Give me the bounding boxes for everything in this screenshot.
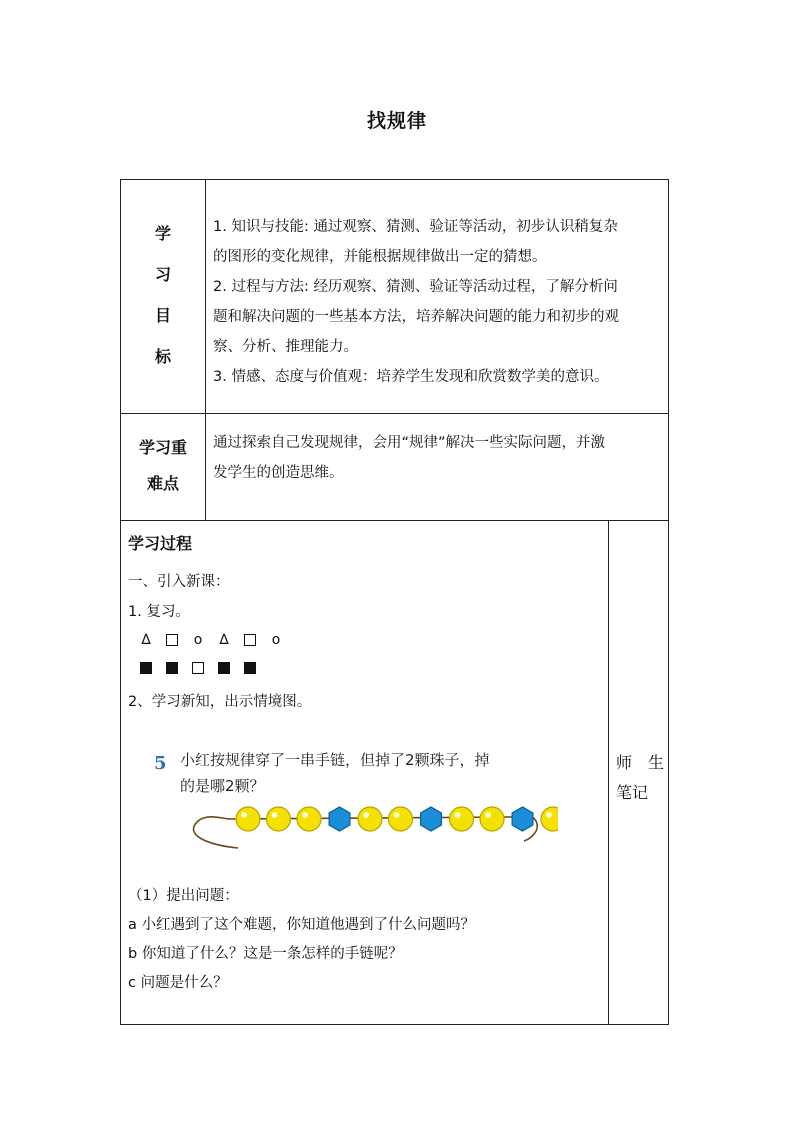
notes-label [616, 748, 664, 808]
intro-heading: 一、引入新课： [128, 574, 230, 590]
keypoint-line: 通过探索自己发现规律，会用“规律”解决一些实际问题，并激 [213, 435, 606, 451]
shape-row-2 [133, 660, 263, 676]
problem-number: 5 [154, 753, 167, 774]
circle-icon: o [271, 632, 281, 648]
filled-square-icon [133, 660, 159, 676]
objectives-text [213, 212, 663, 392]
review-heading: 1. 复习。 [128, 604, 190, 620]
yellow-bead [541, 807, 558, 831]
question-a: a 小红遇到了这个难题，你知道他遇到了什么问题吗？ [128, 917, 475, 933]
open-square-icon [237, 632, 263, 648]
page-title: 找规律 [366, 110, 427, 132]
row-divider [120, 520, 669, 521]
yellow-bead [297, 807, 321, 831]
label-line: 学习重 [138, 438, 187, 457]
label-column-divider [205, 179, 206, 520]
bead-highlight [546, 812, 552, 818]
keypoint-line: 发学生的创造思维。 [213, 465, 344, 481]
new-knowledge-heading: 2、学习新知，出示情境图。 [128, 694, 312, 710]
yellow-bead [267, 807, 291, 831]
row-divider [120, 413, 669, 414]
triangle-icon: ∆ [219, 632, 229, 648]
objective-line: 3. 情感、态度与价值观：培养学生发现和欣赏数学美的意识。 [213, 369, 609, 385]
blue-bead [512, 807, 533, 831]
question-c: c 问题是什么？ [128, 975, 228, 991]
objective-line: 1. 知识与技能: 通过观察、猜测、验证等活动，初步认识稍复杂 [213, 219, 618, 235]
yellow-bead [358, 807, 382, 831]
label-char: 标 [154, 347, 171, 366]
triangle-icon: ∆ [141, 632, 151, 648]
bead-highlight [272, 812, 278, 818]
label-line: 难点 [146, 474, 179, 493]
keypoints-label [121, 430, 205, 502]
problem-text-line: 的是哪2颗？ [180, 777, 265, 795]
bead-highlight [241, 812, 247, 818]
objective-line: 的图形的变化规律，并能根据规律做出一定的猜想。 [213, 249, 547, 265]
filled-square-icon [211, 660, 237, 676]
problem-text-line: 小红按规律穿了一串手链，但掉了2颗珠子，掉 [180, 751, 490, 769]
question-b: b 你知道了什么？这是一条怎样的手链呢？ [128, 946, 403, 962]
yellow-bead [236, 807, 260, 831]
bead-group [236, 807, 558, 831]
label-char: 习 [154, 265, 171, 284]
shape-row-1 [133, 632, 289, 648]
circle-icon: o [193, 632, 203, 648]
label-char: 目 [154, 306, 171, 325]
objective-line: 察、分析、推理能力。 [213, 339, 358, 355]
label-char: 学 [154, 224, 171, 243]
bead-highlight [363, 812, 369, 818]
bead-highlight [485, 812, 491, 818]
process-title: 学习过程 [128, 534, 193, 553]
keypoints-text [213, 428, 663, 488]
filled-square-icon [237, 660, 263, 676]
filled-square-icon [159, 660, 185, 676]
yellow-bead [480, 807, 504, 831]
bead-highlight [394, 812, 400, 818]
bead-highlight [302, 812, 308, 818]
question-heading: （1）提出问题： [128, 888, 239, 904]
blue-bead [421, 807, 442, 831]
objective-line: 题和解决问题的一些基本方法，培养解决问题的能力和初步的观 [213, 309, 619, 325]
yellow-bead [450, 807, 474, 831]
notes-label-line: 笔记 [616, 783, 649, 802]
notes-label-line: 师 生 [616, 753, 665, 772]
open-square-icon [159, 632, 185, 648]
bracelet-illustration [138, 735, 558, 865]
yellow-bead [389, 807, 413, 831]
objectives-label [121, 213, 205, 377]
blue-bead [329, 807, 350, 831]
notes-column-divider [608, 520, 609, 1025]
bead-highlight [455, 812, 461, 818]
open-square-icon [185, 660, 211, 676]
objective-line: 2. 过程与方法: 经历观察、猜测、验证等活动过程，了解分析问 [213, 279, 618, 295]
